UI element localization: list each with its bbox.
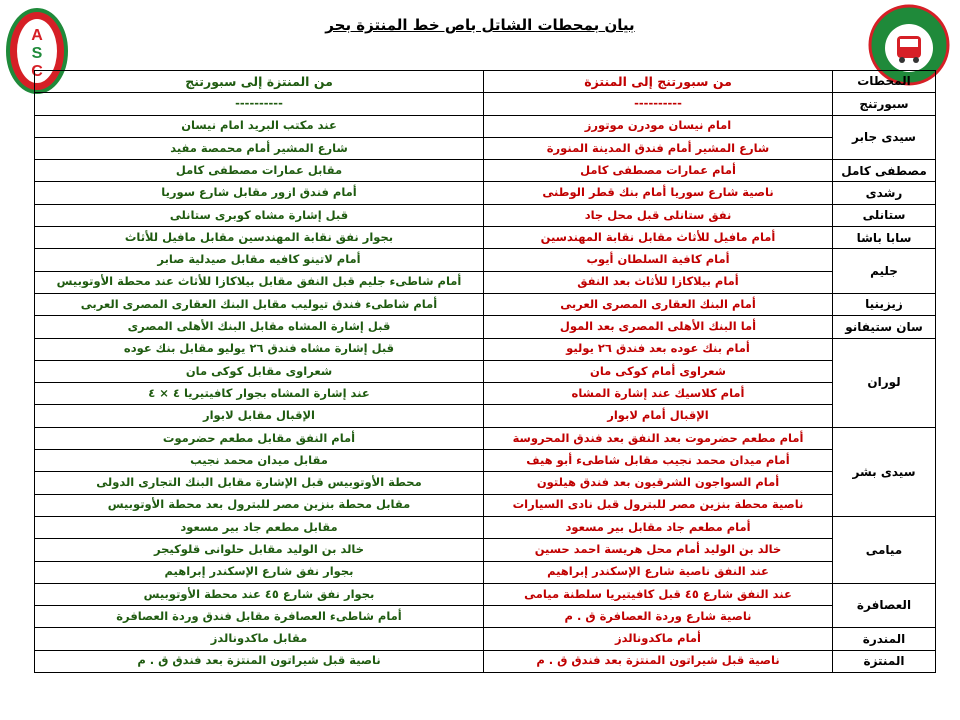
station-name: المندرة bbox=[833, 628, 936, 650]
table-row bbox=[35, 383, 936, 405]
stop-direction-2: شارع المشير أمام محمصة مفيد bbox=[35, 137, 484, 159]
stop-direction-1: شارع المشير أمام فندق المدينة المنورة bbox=[484, 137, 833, 159]
stop-direction-2: محطة الأوتوبيس قبل الإشارة مقابل البنك التجارى الدولى bbox=[35, 472, 484, 494]
table-header-row bbox=[35, 71, 936, 93]
stop-direction-1: شعراوى أمام كوكى مان bbox=[484, 360, 833, 382]
stop-direction-1: امام نيسان مودرن موتورز bbox=[484, 115, 833, 137]
station-name: العصافرة bbox=[833, 583, 936, 628]
stop-direction-2: قبل إشارة مشاه كوبرى ستانلى bbox=[35, 204, 484, 226]
table-row bbox=[35, 137, 936, 159]
table-row bbox=[35, 583, 936, 605]
stop-direction-2: ناصية قبل شيراتون المنتزة بعد فندق ق . م bbox=[35, 650, 484, 672]
stop-direction-2: أمام شاطىء العصافرة مقابل فندق وردة العصافرة bbox=[35, 606, 484, 628]
stop-direction-1: أمام مطعم جاد مقابل بير مسعود bbox=[484, 516, 833, 538]
table-row bbox=[35, 115, 936, 137]
svg-text:C: C bbox=[31, 63, 43, 80]
stop-direction-1: أمام بنك عوده بعد فندق ٢٦ يوليو bbox=[484, 338, 833, 360]
stop-direction-2: قبل إشارة مشاه فندق ٢٦ يوليو مقابل بنك عوده bbox=[35, 338, 484, 360]
stop-direction-1: أمام مطعم حضرموت بعد النفق بعد فندق المحروسة bbox=[484, 427, 833, 449]
stop-direction-1: أمام السواجون الشرقيون بعد فندق هيلتون bbox=[484, 472, 833, 494]
stop-direction-1: أمام ماكدونالدز bbox=[484, 628, 833, 650]
table-row bbox=[35, 360, 936, 382]
table-row bbox=[35, 338, 936, 360]
table-row bbox=[35, 249, 936, 271]
stop-direction-2: خالد بن الوليد مقابل حلوانى قلوكيجر bbox=[35, 539, 484, 561]
stop-direction-2: قبل إشارة المشاه مقابل البنك الأهلى المصرى bbox=[35, 316, 484, 338]
table-row bbox=[35, 628, 936, 650]
table-row bbox=[35, 93, 936, 115]
stop-direction-2: الإقبال مقابل لابوار bbox=[35, 405, 484, 427]
table-row bbox=[35, 450, 936, 472]
station-name: المنتزة bbox=[833, 650, 936, 672]
stop-direction-2: مقابل ماكدونالدز bbox=[35, 628, 484, 650]
stop-direction-2: بجوار نفق نقابة المهندسين مقابل مافيل للأثاث bbox=[35, 227, 484, 249]
stop-direction-2: أمام لاتينو كافيه مقابل صيدلية صابر bbox=[35, 249, 484, 271]
stop-direction-1: عند النفق ناصية شارع الإسكندر إبراهيم bbox=[484, 561, 833, 583]
table-row bbox=[35, 516, 936, 538]
stop-direction-2: مقابل ميدان محمد نجيب bbox=[35, 450, 484, 472]
station-name: رشدى bbox=[833, 182, 936, 204]
stop-direction-2: أمام فندق ازور مقابل شارع سوريا bbox=[35, 182, 484, 204]
stop-direction-1: خالد بن الوليد أمام محل هريسة احمد حسين bbox=[484, 539, 833, 561]
header-direction-1: من سبورتنج إلى المنتزة bbox=[484, 71, 833, 93]
stop-direction-1: نفق ستانلى قبل محل جاد bbox=[484, 204, 833, 226]
stations-table-body bbox=[35, 93, 936, 673]
station-name: سبورتنج bbox=[833, 93, 936, 115]
stop-direction-1: أمام كافية السلطان أيوب bbox=[484, 249, 833, 271]
table-row bbox=[35, 539, 936, 561]
table-row bbox=[35, 293, 936, 315]
station-name: جليم bbox=[833, 249, 936, 294]
station-name: ميامى bbox=[833, 516, 936, 583]
stop-direction-1: أمام بيلاكازا للأثاث بعد النفق bbox=[484, 271, 833, 293]
station-name: ستانلى bbox=[833, 204, 936, 226]
station-name: سيدى بشر bbox=[833, 427, 936, 516]
stop-direction-1: ناصية شارع سوريا أمام بنك قطر الوطنى bbox=[484, 182, 833, 204]
page-title: بيان بمحطات الشاتل باص خط المنتزة بحر bbox=[325, 16, 635, 34]
logo-letter-a: A bbox=[31, 27, 43, 44]
stations-table bbox=[34, 70, 936, 673]
stop-direction-2: عند مكتب البريد امام نيسان bbox=[35, 115, 484, 137]
stop-direction-2: ---------- bbox=[35, 93, 484, 115]
table-row bbox=[35, 316, 936, 338]
table-row bbox=[35, 650, 936, 672]
table-row bbox=[35, 227, 936, 249]
station-name: زيزينيا bbox=[833, 293, 936, 315]
stop-direction-2: مقابل مطعم جاد بير مسعود bbox=[35, 516, 484, 538]
stop-direction-2: بجوار نفق شارع ٤٥ عند محطة الأوتوبيس bbox=[35, 583, 484, 605]
header-direction-2: من المنتزة إلى سبورتنج bbox=[35, 71, 484, 93]
station-name: سابا باشا bbox=[833, 227, 936, 249]
stop-direction-2: عند إشارة المشاه بجوار كافيتيريا ٤ × ٤ bbox=[35, 383, 484, 405]
table-row bbox=[35, 204, 936, 226]
stop-direction-2: أمام النفق مقابل مطعم حضرموت bbox=[35, 427, 484, 449]
stop-direction-1: ناصية قبل شيراتون المنتزة بعد فندق ق . م bbox=[484, 650, 833, 672]
stop-direction-1: ---------- bbox=[484, 93, 833, 115]
station-name: مصطفى كامل bbox=[833, 160, 936, 182]
stop-direction-2: شعراوى مقابل كوكى مان bbox=[35, 360, 484, 382]
table-row bbox=[35, 494, 936, 516]
station-name: سيدى جابر bbox=[833, 115, 936, 160]
stop-direction-2: مقابل محطة بنزين مصر للبترول بعد محطة الأوتوبيس bbox=[35, 494, 484, 516]
stop-direction-1: ناصية شارع وردة العصافرة ق . م bbox=[484, 606, 833, 628]
svg-text:S: S bbox=[31, 45, 43, 62]
table-row bbox=[35, 427, 936, 449]
table-row bbox=[35, 182, 936, 204]
stop-direction-1: أمام ميدان محمد نجيب مقابل شاطىء أبو هيف bbox=[484, 450, 833, 472]
stop-direction-1: أمام البنك العقارى المصرى العربى bbox=[484, 293, 833, 315]
table-row bbox=[35, 472, 936, 494]
stop-direction-1: أمام كلاسيك عند إشارة المشاه bbox=[484, 383, 833, 405]
header-station: المحطات bbox=[833, 71, 936, 93]
stop-direction-2: أمام شاطىء فندق تيوليب مقابل البنك العقارى المصرى العربى bbox=[35, 293, 484, 315]
stop-direction-1: عند النفق شارع ٤٥ قبل كافيتيريا سلطنة ميامى bbox=[484, 583, 833, 605]
table-row bbox=[35, 606, 936, 628]
table-row bbox=[35, 160, 936, 182]
stop-direction-1: أمام عمارات مصطفى كامل bbox=[484, 160, 833, 182]
stop-direction-2: مقابل عمارات مصطفى كامل bbox=[35, 160, 484, 182]
table-row bbox=[35, 271, 936, 293]
stop-direction-1: الإقبال أمام لابوار bbox=[484, 405, 833, 427]
stop-direction-2: بجوار نفق شارع الإسكندر إبراهيم bbox=[35, 561, 484, 583]
station-name: سان ستيفانو bbox=[833, 316, 936, 338]
stop-direction-2: أمام شاطىء جليم قبل النفق مقابل بيلاكازا للأثاث عند محطة الأوتوبيس bbox=[35, 271, 484, 293]
stop-direction-1: أما البنك الأهلى المصرى بعد المول bbox=[484, 316, 833, 338]
table-row bbox=[35, 561, 936, 583]
stop-direction-1: أمام مافيل للأثاث مقابل نقابة المهندسين bbox=[484, 227, 833, 249]
stop-direction-1: ناصية محطة بنزين مصر للبترول قبل نادى السيارات bbox=[484, 494, 833, 516]
station-name: لوران bbox=[833, 338, 936, 427]
table-row bbox=[35, 405, 936, 427]
